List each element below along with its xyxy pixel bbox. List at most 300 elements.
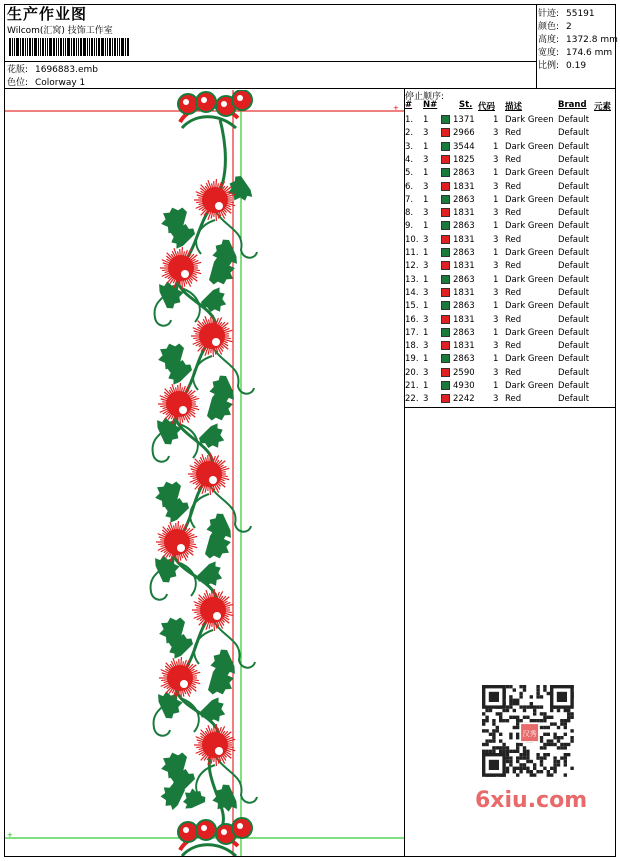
row-stitches: 1825 [453, 154, 475, 165]
qr-module [513, 726, 516, 729]
qr-module [543, 688, 546, 691]
row-description: Dark Green [505, 274, 554, 285]
row-stitches: 1831 [453, 208, 475, 219]
row-stitches: 1831 [453, 181, 475, 192]
row-index: 14. [405, 287, 419, 298]
row-index: 16. [405, 314, 419, 325]
qr-module [560, 719, 563, 722]
row-needle: 3 [423, 367, 429, 378]
qr-module [540, 770, 543, 773]
row-description: Red [505, 128, 522, 139]
qr-module [570, 716, 573, 719]
qr-module [536, 756, 539, 759]
row-stitches: 3544 [453, 141, 475, 152]
table-row [405, 354, 617, 367]
qr-module [482, 750, 485, 753]
row-description: Red [505, 234, 522, 245]
qr-module [506, 705, 509, 708]
row-needle: 3 [423, 154, 429, 165]
row-index: 10. [405, 234, 419, 245]
qr-module [564, 719, 567, 722]
row-needle: 1 [423, 168, 429, 179]
qr-module [530, 773, 533, 776]
rosette-center [201, 825, 207, 831]
row-code: 3 [493, 394, 499, 405]
row-description: Red [505, 314, 522, 325]
page-title: 生产作业图 [7, 5, 88, 23]
row-index: 7. [405, 194, 414, 205]
row-description: Red [505, 261, 522, 272]
rosette-center [183, 827, 189, 833]
qr-module [513, 770, 516, 773]
table-row [405, 115, 617, 128]
row-index: 15. [405, 301, 419, 312]
row-index: 13. [405, 274, 419, 285]
qr-module [485, 750, 488, 753]
qr-module [482, 722, 485, 725]
design-label: 花版: [7, 65, 29, 75]
stat-width: 宽度: 174.6 mm [538, 48, 613, 58]
qr-module [516, 722, 519, 725]
row-brand: Default [558, 248, 590, 258]
row-code: 1 [493, 194, 499, 205]
qr-module [570, 767, 573, 770]
table-row [405, 195, 617, 208]
qr-module [536, 688, 539, 691]
row-code: 1 [493, 141, 499, 152]
table-row [405, 315, 617, 328]
qr-module [516, 760, 519, 763]
flower-head [199, 323, 225, 349]
qr-module [557, 746, 560, 749]
qr-module [506, 685, 509, 688]
color-swatch [441, 381, 450, 390]
flower-center [215, 202, 223, 210]
qr-module [492, 719, 495, 722]
qr-finder [489, 760, 499, 770]
flower-center [179, 406, 187, 414]
qr-module [543, 712, 546, 715]
qr-module [516, 773, 519, 776]
table-row [405, 168, 617, 181]
qr-module [513, 688, 516, 691]
qr-module [516, 716, 519, 719]
qr-module [567, 716, 570, 719]
qr-module [516, 756, 519, 759]
qr-module [550, 709, 553, 712]
qr-module [519, 770, 522, 773]
qr-module [489, 709, 492, 712]
qr-module [564, 773, 567, 776]
row-brand: Default [558, 367, 590, 378]
color-swatch [441, 182, 450, 191]
rosette-center [237, 95, 243, 101]
qr-module [536, 695, 539, 698]
qr-module [509, 763, 512, 766]
qr-module [502, 709, 505, 712]
row-brand: Default [558, 234, 590, 245]
qr-module [516, 719, 519, 722]
qr-module [550, 773, 553, 776]
qr-module [547, 753, 550, 756]
qr-module [540, 739, 543, 742]
qr-module [560, 746, 563, 749]
qr-module [530, 760, 533, 763]
row-code: 1 [493, 248, 499, 258]
qr-module [536, 685, 539, 688]
color-swatch [441, 288, 450, 297]
table-row [405, 221, 617, 234]
qr-module [567, 753, 570, 756]
stat-height: 高度: 1372.8 mm [538, 35, 618, 45]
row-stitches: 2966 [453, 128, 475, 139]
table-row [405, 182, 617, 195]
qr-module [513, 702, 516, 705]
qr-module [540, 746, 543, 749]
row-index: 2. [405, 128, 414, 139]
rosette-center [201, 97, 207, 103]
row-needle: 1 [423, 115, 429, 125]
qr-module [516, 746, 519, 749]
qr-logo-text: 汉秀 [522, 730, 537, 738]
qr-module [530, 702, 533, 705]
qr-module [489, 733, 492, 736]
qr-module [523, 716, 526, 719]
flower-center [212, 338, 220, 346]
col-header-element: 元素 [594, 102, 612, 112]
row-brand: Default [558, 115, 590, 125]
qr-module [557, 726, 560, 729]
qr-module [516, 726, 519, 729]
qr-module [506, 709, 509, 712]
qr-module [540, 719, 543, 722]
qr-module [543, 733, 546, 736]
qr-module [570, 729, 573, 732]
qr-module [492, 746, 495, 749]
qr-module [506, 753, 509, 756]
leaf [199, 284, 232, 318]
qr-module [547, 773, 550, 776]
qr-module [526, 750, 529, 753]
table-row [405, 288, 617, 301]
qr-module [564, 746, 567, 749]
qr-module [489, 750, 492, 753]
color-swatch [441, 115, 450, 124]
flower-center [180, 680, 188, 688]
row-needle: 1 [423, 194, 429, 205]
qr-module [553, 722, 556, 725]
qr-module [482, 729, 485, 732]
flower-head [167, 665, 193, 691]
stop-sequence-title: 停止顺序: [405, 92, 445, 102]
qr-module [530, 705, 533, 708]
qr-module [570, 736, 573, 739]
color-swatch [441, 155, 450, 164]
rosette-center [237, 823, 243, 829]
qr-module [560, 736, 563, 739]
color-swatch [441, 261, 450, 270]
row-code: 3 [493, 154, 499, 165]
qr-module [485, 739, 488, 742]
leaf [197, 420, 230, 454]
row-index: 8. [405, 208, 414, 219]
qr-module [516, 699, 519, 702]
row-brand: Default [558, 301, 590, 312]
qr-module [492, 729, 495, 732]
qr-module [509, 750, 512, 753]
qr-module [485, 719, 488, 722]
row-brand: Default [558, 181, 590, 192]
qr-module [502, 746, 505, 749]
qr-module [509, 756, 512, 759]
qr-module [496, 746, 499, 749]
row-brand: Default [558, 208, 590, 219]
row-code: 3 [493, 128, 499, 139]
qr-module [567, 709, 570, 712]
row-index: 22. [405, 394, 419, 405]
qr-module [533, 767, 536, 770]
row-needle: 1 [423, 221, 429, 232]
qr-module [496, 726, 499, 729]
row-needle: 1 [423, 274, 429, 285]
qr-module [530, 695, 533, 698]
color-swatch [441, 394, 450, 403]
color-swatch [441, 221, 450, 230]
row-stitches: 2863 [453, 221, 475, 232]
qr-module [502, 750, 505, 753]
table-row [405, 275, 617, 288]
qr-module [557, 739, 560, 742]
qr-module [564, 753, 567, 756]
guide-marker: + [393, 104, 399, 112]
row-needle: 1 [423, 248, 429, 258]
row-stitches: 1831 [453, 287, 475, 298]
row-code: 1 [493, 354, 499, 365]
qr-module [485, 729, 488, 732]
row-index: 21. [405, 381, 419, 391]
row-brand: Default [558, 287, 590, 298]
qr-module [553, 763, 556, 766]
qr-module [536, 719, 539, 722]
table-row [405, 208, 617, 221]
row-stitches: 1831 [453, 341, 475, 352]
embroidery-design-preview [5, 90, 404, 856]
qr-module [509, 733, 512, 736]
table-row [405, 301, 617, 314]
row-description: Dark Green [505, 168, 554, 179]
qr-module [553, 767, 556, 770]
qr-module [489, 739, 492, 742]
border-swirl [182, 845, 236, 856]
qr-module [536, 753, 539, 756]
qr-module [553, 770, 556, 773]
qr-module [543, 719, 546, 722]
row-stitches: 2590 [453, 367, 475, 378]
table-row [405, 235, 617, 248]
row-brand: Default [558, 327, 590, 338]
qr-module [540, 760, 543, 763]
qr-module [536, 692, 539, 695]
qr-module [513, 699, 516, 702]
row-code: 3 [493, 234, 499, 245]
qr-module [502, 719, 505, 722]
colorway-value: Colorway 1 [35, 78, 86, 88]
qr-module [550, 767, 553, 770]
row-index: 9. [405, 221, 414, 232]
design-file-row [7, 62, 98, 75]
col-header-index: # [405, 100, 413, 110]
qr-module [533, 763, 536, 766]
qr-module [526, 705, 529, 708]
leaf [195, 558, 228, 592]
row-stitches: 2863 [453, 194, 475, 205]
row-needle: 3 [423, 208, 429, 219]
qr-module [543, 753, 546, 756]
qr-module [564, 756, 567, 759]
row-brand: Default [558, 194, 590, 205]
qr-module [523, 685, 526, 688]
rosette-center [221, 101, 227, 107]
row-description: Dark Green [505, 354, 554, 365]
row-needle: 3 [423, 234, 429, 245]
flower-center [209, 476, 217, 484]
qr-module [519, 753, 522, 756]
row-index: 5. [405, 168, 414, 179]
colorway-row [7, 75, 85, 88]
qr-module [543, 746, 546, 749]
qr-module [560, 722, 563, 725]
qr-module [543, 685, 546, 688]
qr-module [506, 770, 509, 773]
row-code: 3 [493, 367, 499, 378]
row-needle: 3 [423, 287, 429, 298]
qr-module [499, 716, 502, 719]
qr-module [516, 743, 519, 746]
qr-module [564, 743, 567, 746]
qr-module [547, 716, 550, 719]
row-brand: Default [558, 261, 590, 272]
divider [4, 88, 616, 89]
qr-module [509, 716, 512, 719]
qr-module [519, 767, 522, 770]
row-code: 3 [493, 261, 499, 272]
qr-module [506, 750, 509, 753]
qr-module [543, 716, 546, 719]
row-code: 1 [493, 221, 499, 232]
row-description: Dark Green [505, 327, 554, 338]
qr-module [516, 750, 519, 753]
qr-module [553, 760, 556, 763]
row-stitches: 2863 [453, 327, 475, 338]
border-swirl [182, 117, 236, 128]
qr-module [564, 763, 567, 766]
col-header-needle: N# [423, 100, 438, 110]
table-row [405, 248, 617, 261]
qr-module [533, 712, 536, 715]
qr-module [550, 722, 553, 725]
qr-module [543, 767, 546, 770]
qr-module [536, 770, 539, 773]
flower-center [177, 544, 185, 552]
row-description: Red [505, 181, 522, 192]
qr-module [499, 733, 502, 736]
flower-head [202, 732, 228, 758]
color-swatch [441, 341, 450, 350]
row-stitches: 2863 [453, 168, 475, 179]
row-needle: 3 [423, 341, 429, 352]
row-index: 18. [405, 341, 419, 352]
qr-module [557, 760, 560, 763]
qr-module [516, 733, 519, 736]
qr-module [526, 760, 529, 763]
qr-module [499, 750, 502, 753]
row-brand: Default [558, 221, 590, 232]
row-description: Dark Green [505, 194, 554, 205]
flower-head [202, 187, 228, 213]
row-index: 12. [405, 261, 419, 272]
table-row [405, 155, 617, 168]
qr-module [492, 739, 495, 742]
table-row [405, 368, 617, 381]
qr-module [540, 695, 543, 698]
qr-module [553, 743, 556, 746]
row-index: 4. [405, 154, 414, 165]
qr-module [519, 719, 522, 722]
qr-module [547, 733, 550, 736]
design-value: 1696883.emb [35, 65, 98, 75]
qr-module [492, 733, 495, 736]
qr-finder [557, 692, 567, 702]
qr-module [533, 709, 536, 712]
qr-module [564, 733, 567, 736]
table-row [405, 394, 617, 407]
qr-module [523, 763, 526, 766]
row-brand: Default [558, 128, 590, 139]
row-stitches: 2863 [453, 248, 475, 258]
qr-module [553, 756, 556, 759]
row-index: 19. [405, 354, 419, 365]
qr-module [526, 716, 529, 719]
company-name: Wilcom(汇窝) 技饰工作室 [7, 26, 113, 36]
color-swatch [441, 301, 450, 310]
vine-tendril [177, 562, 196, 596]
qr-module [492, 750, 495, 753]
watermark-text: 6xiu.com [475, 788, 588, 813]
row-brand: Default [558, 141, 590, 152]
row-code: 3 [493, 208, 499, 219]
flower-head [196, 461, 222, 487]
qr-module [509, 699, 512, 702]
qr-module [526, 767, 529, 770]
qr-module [519, 692, 522, 695]
qr-module [567, 743, 570, 746]
color-swatch [441, 315, 450, 324]
row-description: Dark Green [505, 141, 554, 152]
row-code: 1 [493, 327, 499, 338]
qr-module [506, 756, 509, 759]
qr-module [530, 770, 533, 773]
qr-module [482, 712, 485, 715]
qr-module [509, 736, 512, 739]
qr-module [533, 773, 536, 776]
row-stitches: 4930 [453, 381, 475, 391]
row-description: Red [505, 287, 522, 298]
rosette-center [221, 829, 227, 835]
row-code: 3 [493, 314, 499, 325]
row-needle: 1 [423, 327, 429, 338]
vine-tendril [180, 698, 199, 732]
qr-module [553, 733, 556, 736]
